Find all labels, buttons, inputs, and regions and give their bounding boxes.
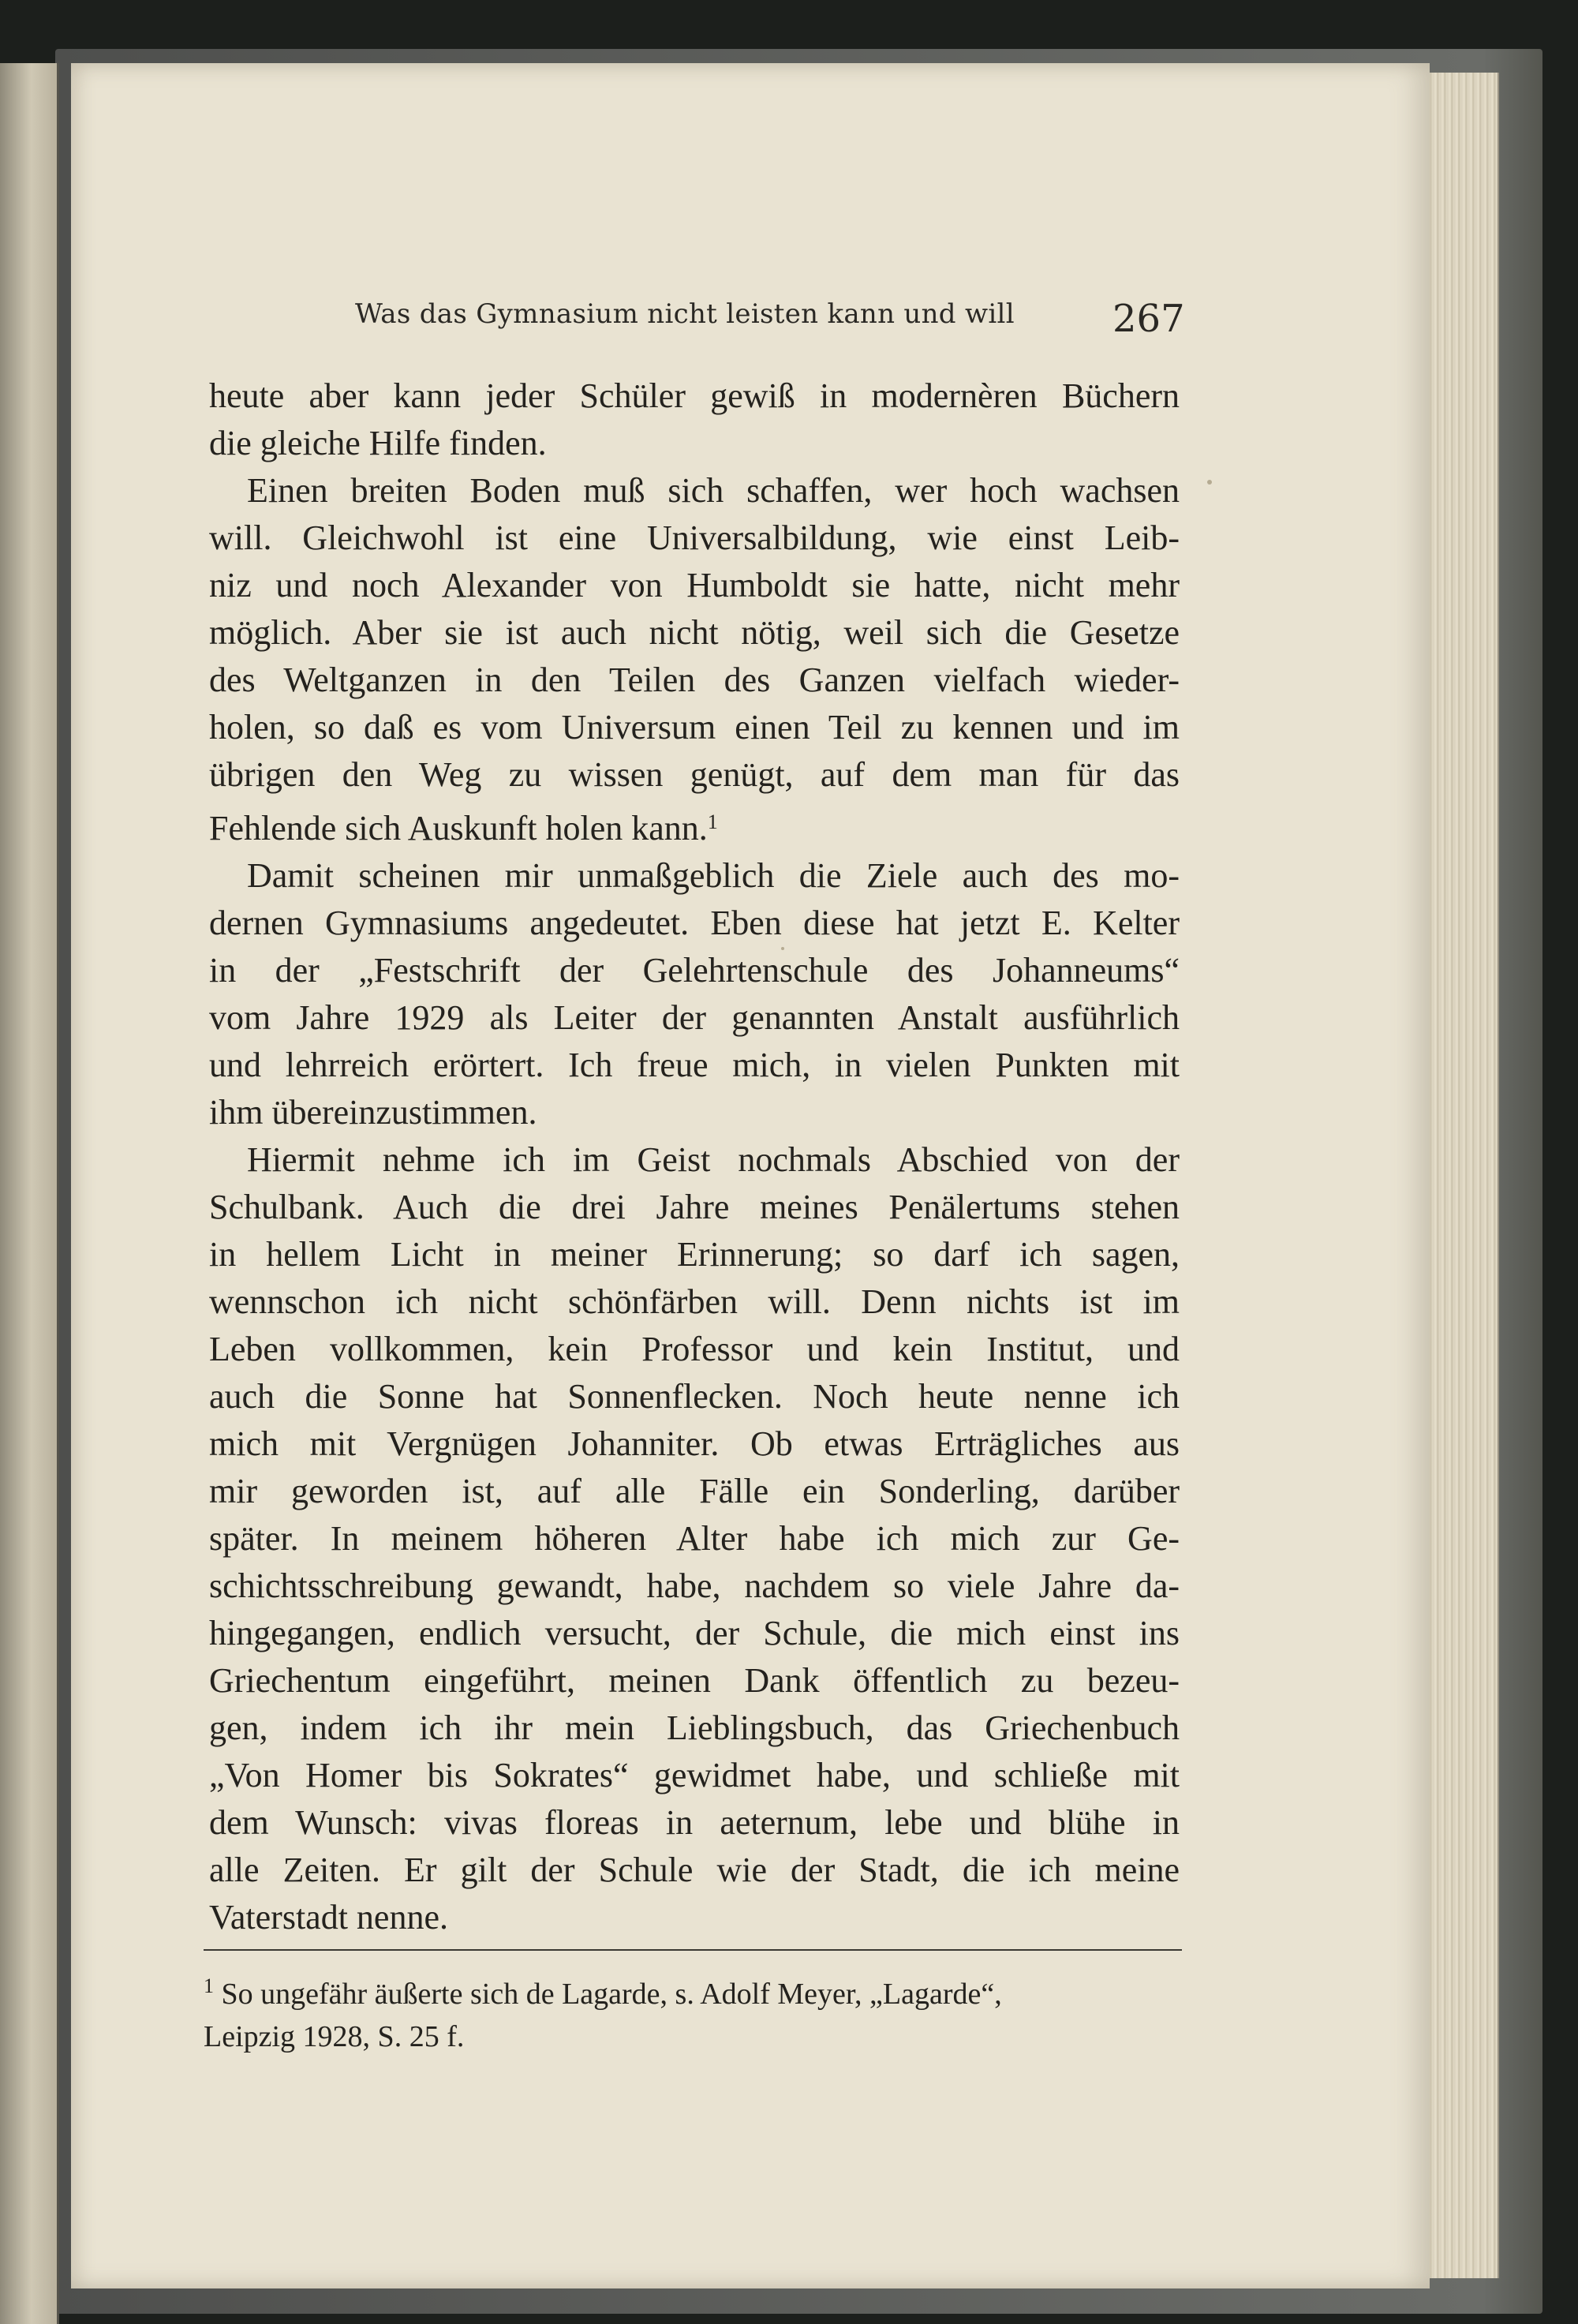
text-line: Schulbank. Auch die drei Jahre meines Penälertums stehen: [209, 1188, 1180, 1226]
footnote: [204, 1965, 1182, 2058]
text-line: vom Jahre 1929 als Leiter der genannten Anstalt ausführlich: [209, 998, 1180, 1037]
previous-page-edge: [0, 63, 59, 2324]
text-line: [209, 799, 1180, 852]
page-number: 267: [1112, 297, 1185, 341]
running-head: Was das Gymnasium nicht leisten kann und will: [355, 298, 1015, 330]
footnote-text: So ungefähr äußerte sich de Lagarde, s. Adolf Meyer, „Lagarde“,: [221, 1978, 1002, 2011]
text-line: holen, so daß es vom Universum einen Teil zu kennen und im: [209, 708, 1180, 747]
text-line: hingegangen, endlich versucht, der Schule, die mich einst ins: [209, 1614, 1180, 1652]
text-line-content: Fehlende sich Auskunft holen kann.: [209, 809, 708, 848]
text-line: „Von Homer bis Sokrates“ gewidmet habe, und schließe mit: [209, 1756, 1180, 1794]
text-line: des Weltganzen in den Teilen des Ganzen vielfach wieder-: [209, 661, 1180, 699]
text-line: wennschon ich nicht schönfärben will. Denn nichts ist im: [209, 1282, 1180, 1321]
text-line: schichtsschreibung gewandt, habe, nachdem so viele Jahre da-: [209, 1566, 1180, 1605]
text-line: später. In meinem höheren Alter habe ich mich zur Ge-: [209, 1519, 1180, 1558]
footnote-rule: [204, 1949, 1182, 1951]
text-line: gen, indem ich ihr mein Lieblingsbuch, das Griechenbuch: [209, 1708, 1180, 1747]
text-line: niz und noch Alexander von Humboldt sie hatte, nicht mehr: [209, 566, 1180, 604]
body-text: [209, 372, 1180, 1941]
book-page: [71, 63, 1430, 2288]
footnote-reference: 1: [707, 810, 718, 833]
text-line: heute aber kann jeder Schüler gewiß in modernèren Büchern: [209, 376, 1180, 415]
text-line: möglich. Aber sie ist auch nicht nötig, weil sich die Gesetze: [209, 613, 1180, 652]
text-line: Griechentum eingeführt, meinen Dank öffentlich zu bezeu-: [209, 1661, 1180, 1700]
paragraph-4: [209, 1136, 1180, 1941]
text-line: Einen breiten Boden muß sich schaffen, wer hoch wachsen: [247, 471, 1180, 510]
text-line: und lehrreich erörtert. Ich freue mich, in vielen Punkten mit: [209, 1046, 1180, 1084]
text-line: will. Gleichwohl ist eine Universalbildung, wie einst Leib-: [209, 518, 1180, 557]
paragraph-3: [209, 852, 1180, 1136]
text-line: Damit scheinen mir unmaßgeblich die Ziele auch des mo-: [247, 856, 1180, 895]
paragraph-1: [209, 372, 1180, 467]
text-line: dernen Gymnasiums angedeutet. Eben diese hat jetzt E. Kelter: [209, 904, 1180, 942]
text-line: Vaterstadt nenne.: [209, 1898, 448, 1937]
text-line: mich mit Vergnügen Johanniter. Ob etwas Erträgliches aus: [209, 1424, 1180, 1463]
paper-speck: [1207, 480, 1212, 485]
footnote-line: Leipzig 1928, S. 25 f.: [204, 2020, 465, 2053]
text-line: Hiermit nehme ich im Geist nochmals Abschied von der: [247, 1140, 1180, 1179]
text-line: in hellem Licht in meiner Erinnerung; so darf ich sagen,: [209, 1235, 1180, 1274]
footnote-line: [204, 1965, 1182, 2015]
text-line: die gleiche Hilfe finden.: [209, 424, 547, 462]
text-line: alle Zeiten. Er gilt der Schule wie der Stadt, die ich meine: [209, 1851, 1180, 1889]
text-line: dem Wunsch: vivas floreas in aeternum, lebe und blühe in: [209, 1803, 1180, 1842]
text-line: übrigen den Weg zu wissen genügt, auf dem man für das: [209, 755, 1180, 794]
text-line: auch die Sonne hat Sonnenflecken. Noch heute nenne ich: [209, 1377, 1180, 1416]
paragraph-2: [209, 467, 1180, 852]
text-line: Leben vollkommen, kein Professor und kein Institut, und: [209, 1330, 1180, 1368]
text-line: ihm übereinzustimmen.: [209, 1093, 537, 1132]
text-line: mir geworden ist, auf alle Fälle ein Sonderling, darüber: [209, 1472, 1180, 1510]
text-line: in der „Festschrift der Gelehrtenschule des Johanneums“: [209, 951, 1180, 990]
footnote-marker: 1: [204, 1974, 214, 1997]
